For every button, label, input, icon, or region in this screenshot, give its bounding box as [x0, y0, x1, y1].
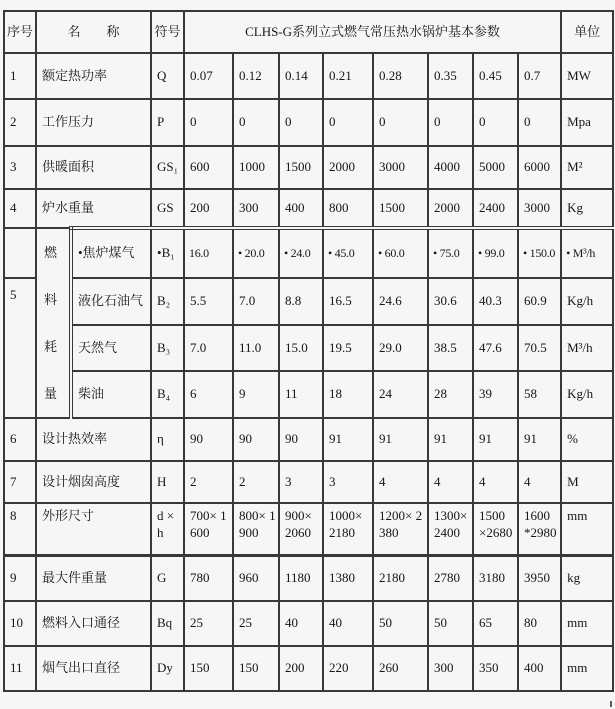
value-cell: 400 [518, 646, 561, 691]
value-cell: 1300× 2400 [428, 503, 473, 555]
value-cell: 19.5 [323, 325, 373, 371]
row-name: 设计烟囱高度 [36, 461, 151, 503]
row-symbol: Q [151, 53, 184, 99]
value-cell: 3180 [473, 555, 518, 601]
unit-cell: M² [561, 146, 613, 189]
row-name: 供暖面积 [36, 146, 151, 189]
unit-cell: Mpa [561, 99, 613, 146]
value-cell: 200 [184, 189, 233, 228]
value-cell: 220 [323, 646, 373, 691]
value-cell: 1000 [233, 146, 279, 189]
value-cell: 3 [279, 461, 323, 503]
table-row [4, 555, 613, 601]
row-symbol: P [151, 99, 184, 146]
value-cell: 1600 *2980 [518, 503, 561, 555]
value-cell: 700× 1600 [184, 503, 233, 555]
row-seq: 11 [4, 646, 36, 691]
value-cell: 25 [184, 601, 233, 646]
row-seq: 4 [4, 189, 36, 228]
value-cell: 16.5 [323, 278, 373, 325]
unit-cell: • M³/h [561, 228, 613, 278]
unit-cell: Kg [561, 189, 613, 228]
fuel-row-diesel [4, 371, 613, 418]
value-cell: 16.0 [184, 228, 233, 278]
value-cell: 0 [518, 99, 561, 146]
table-row [4, 99, 613, 146]
value-cell: 0 [233, 99, 279, 146]
row-seq: 2 [4, 99, 36, 146]
table-row [4, 418, 613, 461]
value-cell: 40 [323, 601, 373, 646]
value-cell: 30.6 [428, 278, 473, 325]
value-cell: 4 [518, 461, 561, 503]
value-cell: 1000× 2180 [323, 503, 373, 555]
row-seq: 7 [4, 461, 36, 503]
row-seq-empty [4, 228, 36, 278]
row-symbol: B₃ [151, 325, 184, 371]
value-cell: 90 [279, 418, 323, 461]
row-seq: 10 [4, 601, 36, 646]
row-symbol: H [151, 461, 184, 503]
spec-table [3, 10, 614, 692]
value-cell: 50 [373, 601, 428, 646]
value-cell: 2000 [323, 146, 373, 189]
col-header-symbol: 符号 [151, 11, 184, 53]
value-cell: 0 [184, 99, 233, 146]
row-symbol: GS [151, 189, 184, 228]
value-cell: 780 [184, 555, 233, 601]
table-row [4, 146, 613, 189]
value-cell: • 45.0 [323, 228, 373, 278]
value-cell: 350 [473, 646, 518, 691]
row-symbol: Dy [151, 646, 184, 691]
value-cell: 150 [184, 646, 233, 691]
row-seq: 8 [4, 503, 36, 555]
row-name: •焦炉煤气 [71, 228, 151, 278]
value-cell: 0.45 [473, 53, 518, 99]
col-header-seq: 序号 [4, 11, 36, 53]
fuel-row-coke-gas [4, 228, 613, 278]
value-cell: 1200× 2380 [373, 503, 428, 555]
value-cell: 150 [233, 646, 279, 691]
value-cell: 0.07 [184, 53, 233, 99]
value-cell: 47.6 [473, 325, 518, 371]
row-symbol: G [151, 555, 184, 601]
value-cell: 91 [323, 418, 373, 461]
value-cell: 0 [473, 99, 518, 146]
value-cell: 900× 2060 [279, 503, 323, 555]
row-symbol: d × h [151, 503, 184, 555]
table-row [4, 646, 613, 691]
value-cell: 2400 [473, 189, 518, 228]
unit-cell: mm [561, 601, 613, 646]
value-cell: 90 [233, 418, 279, 461]
value-cell: 3 [323, 461, 373, 503]
value-cell: 800 [323, 189, 373, 228]
fuel-row-natural-gas [4, 325, 613, 371]
value-cell: 91 [518, 418, 561, 461]
row-symbol: B₂ [151, 278, 184, 325]
value-cell: 2 [233, 461, 279, 503]
value-cell: 0 [373, 99, 428, 146]
value-cell: 15.0 [279, 325, 323, 371]
value-cell: 300 [428, 646, 473, 691]
unit-cell: mm [561, 503, 613, 555]
value-cell: 8.8 [279, 278, 323, 325]
value-cell: 0 [428, 99, 473, 146]
value-cell: 58 [518, 371, 561, 418]
value-cell: 18 [323, 371, 373, 418]
value-cell: • 24.0 [279, 228, 323, 278]
value-cell: 6 [184, 371, 233, 418]
value-cell: 400 [279, 189, 323, 228]
value-cell: 2780 [428, 555, 473, 601]
value-cell: 11.0 [233, 325, 279, 371]
value-cell: 24 [373, 371, 428, 418]
value-cell: 0.28 [373, 53, 428, 99]
unit-cell: M³/h [561, 325, 613, 371]
value-cell: 90 [184, 418, 233, 461]
value-cell: • 99.0 [473, 228, 518, 278]
value-cell: 7.0 [233, 278, 279, 325]
value-cell: 0.35 [428, 53, 473, 99]
row-name: 柴油 [71, 371, 151, 418]
row-seq: 6 [4, 418, 36, 461]
value-cell: 600 [184, 146, 233, 189]
value-cell: 28 [428, 371, 473, 418]
value-cell: 300 [233, 189, 279, 228]
table-row [4, 53, 613, 99]
row-symbol: •B₁ [151, 228, 184, 278]
value-cell: 3000 [518, 189, 561, 228]
value-cell: 1500 [279, 146, 323, 189]
row-name: 液化石油气 [71, 278, 151, 325]
row-name: 炉水重量 [36, 189, 151, 228]
row-name: 烟气出口直径 [36, 646, 151, 691]
value-cell: 1500 ×2680 [473, 503, 518, 555]
value-cell: 2180 [373, 555, 428, 601]
row-seq: 3 [4, 146, 36, 189]
value-cell: 5000 [473, 146, 518, 189]
stray-mark [610, 701, 612, 707]
fuel-group-label: 燃料耗量 [36, 228, 71, 418]
value-cell: 80 [518, 601, 561, 646]
value-cell: 9 [233, 371, 279, 418]
value-cell: 39 [473, 371, 518, 418]
value-cell: 50 [428, 601, 473, 646]
row-name: 最大件重量 [36, 555, 151, 601]
col-header-name: 名 称 [36, 11, 151, 53]
value-cell: • 150.0 [518, 228, 561, 278]
unit-cell: Kg/h [561, 278, 613, 325]
table-row-dimensions [4, 503, 613, 555]
row-name: 工作压力 [36, 99, 151, 146]
unit-cell: M [561, 461, 613, 503]
value-cell: 65 [473, 601, 518, 646]
value-cell: 1180 [279, 555, 323, 601]
value-cell: 4000 [428, 146, 473, 189]
row-symbol: B₄ [151, 371, 184, 418]
value-cell: 91 [373, 418, 428, 461]
value-cell: 0.7 [518, 53, 561, 99]
value-cell: 29.0 [373, 325, 428, 371]
row-symbol: Bq [151, 601, 184, 646]
value-cell: 25 [233, 601, 279, 646]
col-header-unit: 单位 [561, 11, 613, 53]
value-cell: • 60.0 [373, 228, 428, 278]
value-cell: 0.14 [279, 53, 323, 99]
table-row [4, 461, 613, 503]
table-row [4, 601, 613, 646]
value-cell: 91 [428, 418, 473, 461]
value-cell: 0.12 [233, 53, 279, 99]
value-cell: 800× 1900 [233, 503, 279, 555]
value-cell: 200 [279, 646, 323, 691]
value-cell: 40.3 [473, 278, 518, 325]
value-cell: 0 [279, 99, 323, 146]
value-cell: • 75.0 [428, 228, 473, 278]
value-cell: 3000 [373, 146, 428, 189]
row-name: 额定热功率 [36, 53, 151, 99]
fuel-row-lpg [4, 278, 613, 325]
row-symbol: η [151, 418, 184, 461]
value-cell: • 20.0 [233, 228, 279, 278]
value-cell: 40 [279, 601, 323, 646]
table-title: CLHS-G系列立式燃气常压热水锅炉基本参数 [184, 11, 561, 53]
unit-cell: mm [561, 646, 613, 691]
value-cell: 91 [473, 418, 518, 461]
row-symbol: GS₁ [151, 146, 184, 189]
value-cell: 960 [233, 555, 279, 601]
value-cell: 4 [473, 461, 518, 503]
value-cell: 0 [323, 99, 373, 146]
value-cell: 1380 [323, 555, 373, 601]
value-cell: 2000 [428, 189, 473, 228]
value-cell: 260 [373, 646, 428, 691]
value-cell: 60.9 [518, 278, 561, 325]
value-cell: 2 [184, 461, 233, 503]
row-name: 外形尺寸 [36, 503, 151, 555]
value-cell: 4 [428, 461, 473, 503]
value-cell: 3950 [518, 555, 561, 601]
unit-cell: % [561, 418, 613, 461]
unit-cell: MW [561, 53, 613, 99]
row-seq: 1 [4, 53, 36, 99]
value-cell: 24.6 [373, 278, 428, 325]
value-cell: 5.5 [184, 278, 233, 325]
value-cell: 4 [373, 461, 428, 503]
table-row [4, 189, 613, 228]
header-row [4, 11, 613, 53]
row-name: 燃料入口通径 [36, 601, 151, 646]
value-cell: 11 [279, 371, 323, 418]
value-cell: 38.5 [428, 325, 473, 371]
value-cell: 7.0 [184, 325, 233, 371]
row-seq: 9 [4, 555, 36, 601]
unit-cell: kg [561, 555, 613, 601]
value-cell: 70.5 [518, 325, 561, 371]
value-cell: 1500 [373, 189, 428, 228]
row-name: 设计热效率 [36, 418, 151, 461]
value-cell: 0.21 [323, 53, 373, 99]
row-name: 天然气 [71, 325, 151, 371]
value-cell: 6000 [518, 146, 561, 189]
unit-cell: Kg/h [561, 371, 613, 418]
row-seq: 5 [4, 278, 36, 418]
